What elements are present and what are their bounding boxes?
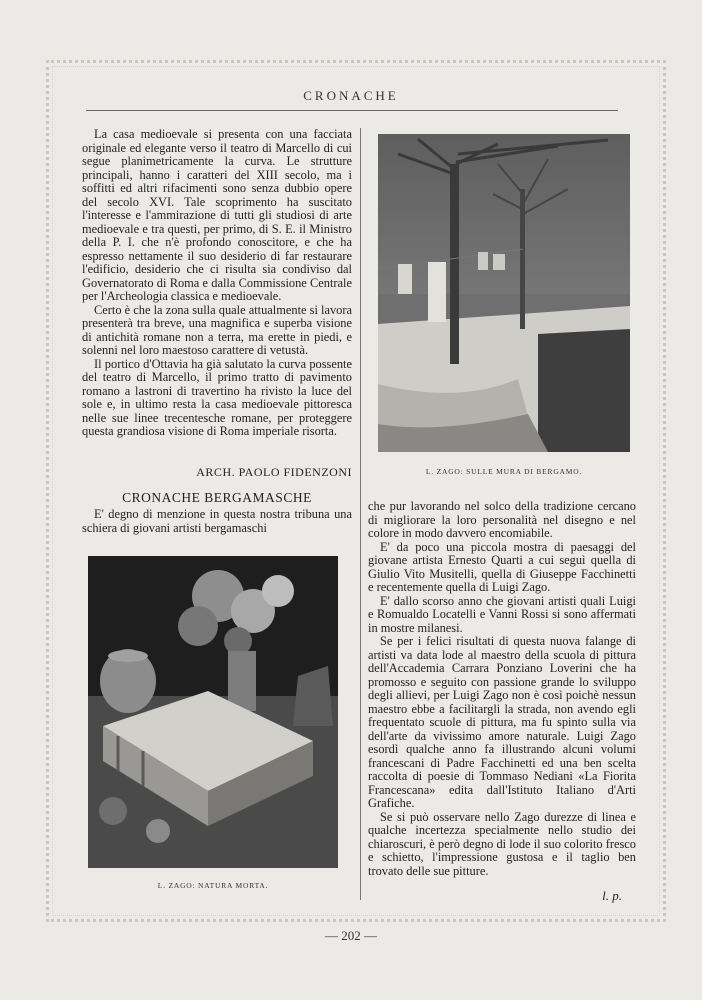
- painting-sulle-mura: [378, 134, 630, 452]
- paragraph: che pur lavorando nel solco della tradizione cercano di migliorare la loro personalità nel disegno e nel colore in modo davvero encomiabile.: [368, 499, 636, 540]
- author-signature: ARCH. PAOLO FIDENZONI: [196, 465, 352, 479]
- header-rule: [86, 110, 618, 111]
- article-bergamasche: [368, 500, 636, 878]
- column-divider: [360, 128, 361, 900]
- author-initials: l. p.: [602, 888, 622, 903]
- section-title: CRONACHE BERGAMASCHE: [122, 490, 312, 505]
- figure-caption: L. ZAGO: NATURA MORTA.: [157, 881, 269, 890]
- running-header: CRONACHE: [303, 88, 399, 103]
- still-life-painting: [88, 556, 338, 868]
- paragraph: E' da poco una piccola mostra di paesaggi del giovane artista Ernesto Quarti a cui seguì quella di Giulio Vito Musitelli, quella di Giuseppe Facchinetti e recentemente quella di Luigi Zago.: [368, 539, 636, 594]
- page-number: — 202 —: [325, 928, 377, 943]
- paragraph: Se per i felici risultati di questa nuova falange di artisti va data lode al maestro della scuola di pittura dell'Accademia Carrara Ponziano Loverini che ha promosso e seguito con passione grande lo sviluppo degli allievi, per Luigi Zago non è così poichè nessun maestro ebbe a facilitargli la strada, non avendo egli frequentato scuole di pittura, ma fu spinto sulla via dell'arte da vivissimo amore naturale. Luigi Zago esordì qualche anno fa illustrando alcuni volumi francescani di Padre Facchinetti ed una ben scelta raccolta di poesie di Tommaso Nediani «La Fiorita Francescana» edita dall'Istituto Italiano d'Arti Grafiche.: [368, 634, 636, 810]
- paragraph: Il portico d'Ottavia ha già salutato la curva possente del teatro di Marcello, il primo tratto di pavimento romano a lastroni di travertino ha rivisto la luce del sole e, in ultimo resta la casa medioevale pittoresca nelle sue linee trecentesche romane, per proteggere questa grandiosa visione di Roma imperiale risorta.: [82, 356, 352, 438]
- paragraph: E' dallo scorso anno che giovani artisti quali Luigi e Romualdo Locatelli e Vanni Rossi si sono affermati in mostre milanesi.: [368, 593, 636, 635]
- paragraph: Certo è che la zona sulla quale attualmente si lavora presenterà tra breve, una magnifica e superba visione di antichità romane non a terra, ma erette in piedi, e solenni nel loro maestoso carattere di vetustà.: [82, 302, 352, 357]
- article-paleo: [82, 128, 352, 439]
- paragraph: E' degno di menzione in questa nostra tribuna una schiera di giovani artisti bergamaschi: [82, 507, 352, 535]
- figure-caption: L. ZAGO: SULLE MURA DI BERGAMO.: [425, 467, 583, 476]
- article-intro: [82, 508, 352, 535]
- paragraph: La casa medioevale si presenta con una facciata originale ed elegante verso il teatro di Marcello di cui segue planimetricamente la curva. Le strutture principali, hanno i caratteri del XIII secolo, ma i soffitti ed altri rifacimenti sono senza dubbio opere del secolo XVI. Tale scoprimento ha suscitato l'interesse e l'ammirazione di tutti gli studiosi di arte medioevale e tra questi, per primo, di S. E. il Ministro della P. I. che n'è profondo conoscitore, e che ha espresso nettamente il suo desiderio di far restaurare l'edificio, desiderio che ci risulta sia condiviso dal Governatorato di Roma e dalla Commissione Centrale per l'Archeologia classica e medioevale.: [82, 127, 352, 303]
- painting-natura-morta: [88, 556, 338, 868]
- landscape-painting: [378, 134, 630, 452]
- paragraph: Se si può osservare nello Zago durezze di linea e qualche incertezza specialmente nello studio dei chiaroscuri, è però degno di lode il suo colorito fresco e schietto, l'impressione gustosa e il taglio ben trovato delle sue pitture.: [368, 809, 636, 878]
